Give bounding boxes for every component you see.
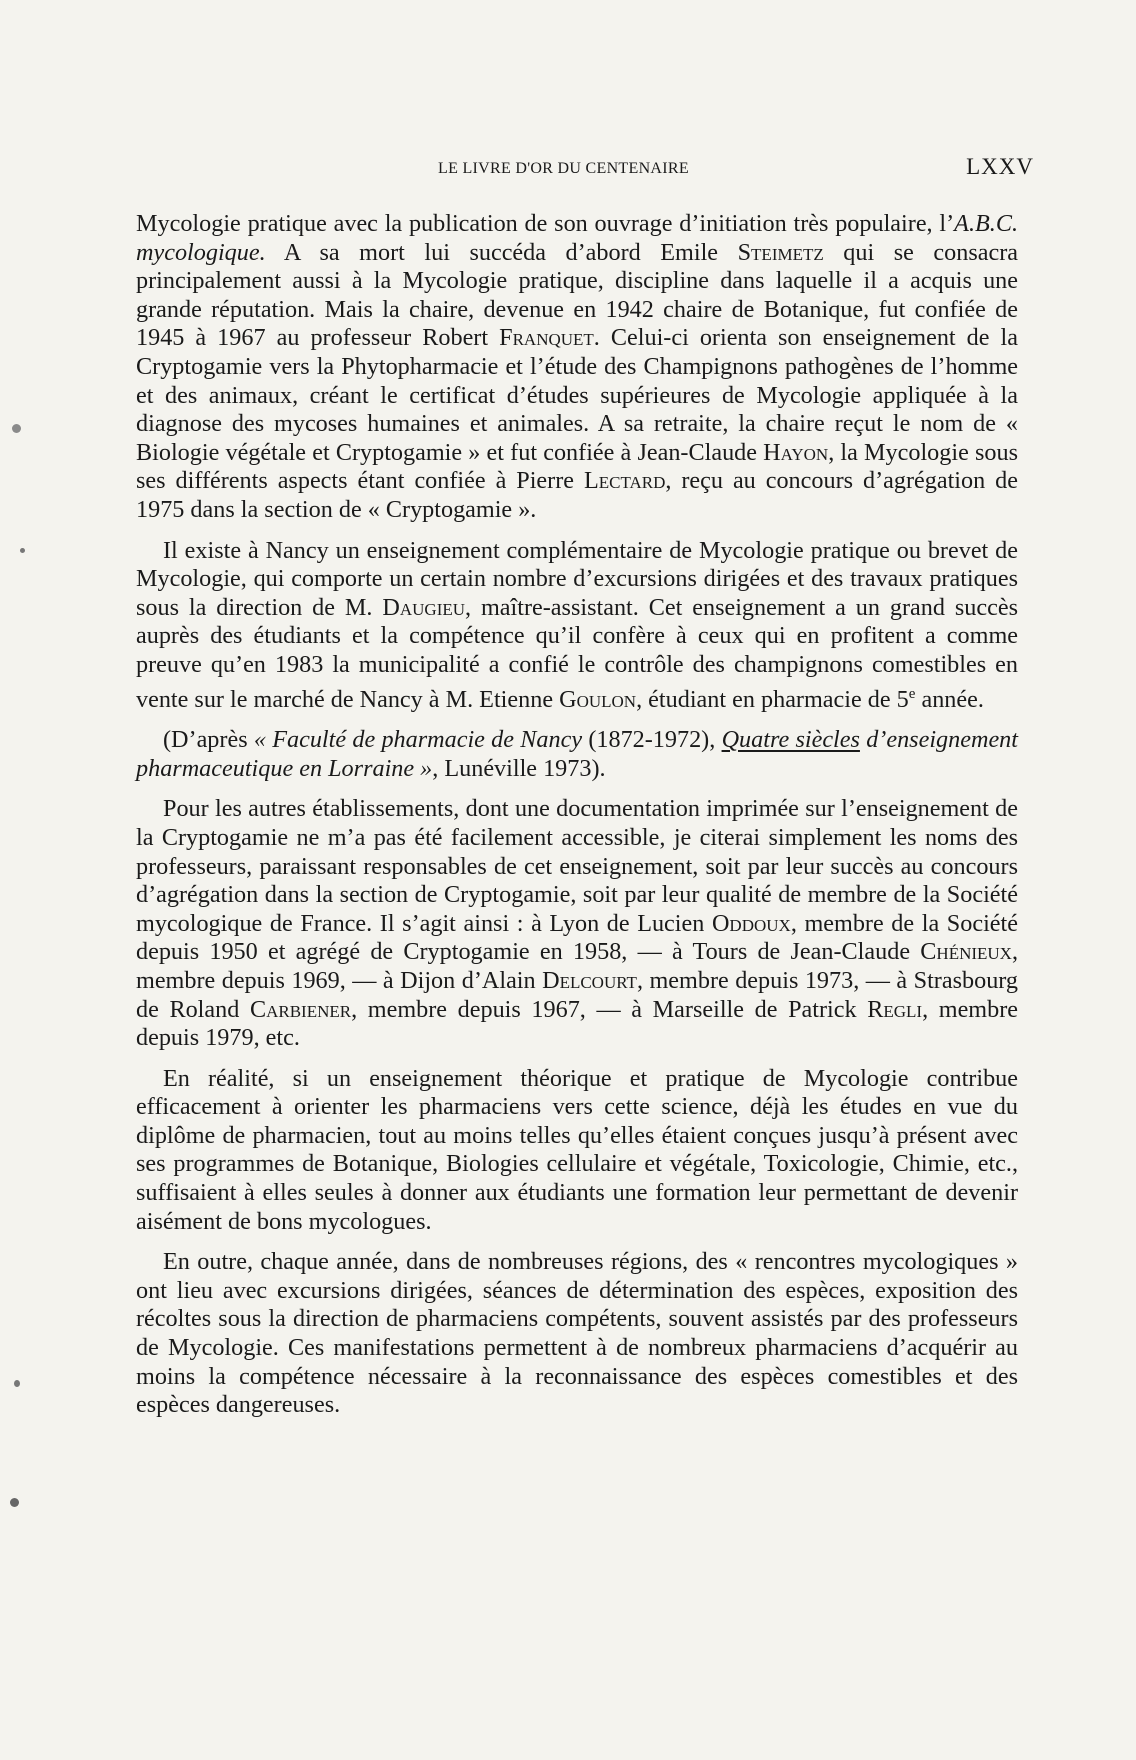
person-name: Carbiener [249, 995, 352, 1023]
text-run: Il existe à Nancy un enseignement complémentaire de Mycologie pratique ou brevet de Mycologie, qui comporte un certain nombre d’excursions dirigées et des travaux pratiques sous la direction de M. [136, 536, 1018, 621]
page-number: LXXV [966, 154, 1034, 179]
book-title: A.B.C. mycologique. [136, 210, 1018, 266]
citation-title: « Faculté de pharmacie de Nancy [253, 726, 583, 754]
text-run: année. [915, 685, 984, 713]
person-name: Steimetz [737, 238, 824, 266]
paragraph-3-citation [136, 726, 1018, 783]
scan-speck [10, 1498, 19, 1507]
text-run: . Celui-ci orienta son enseignement de la Cryptogamie vers la Phytopharmacie et l’étude des Champignons pathogènes de l’homme et des animaux, créant le certificat d’études supérieures de Mycologie appliquée à la diagnose des mycoses humaines et animales. A sa retraite, la chaire reçut le nom de « Biologie végétale et Cryptogamie » et fut confiée à Jean-Claude [136, 324, 1019, 466]
text-run: , reçu au concours d’agrégation de 1975 dans la section de « Cryptogamie ». [136, 467, 1018, 523]
paragraph-4 [136, 795, 1018, 1052]
body-text [136, 210, 1018, 1432]
person-name: Oddoux [711, 909, 791, 937]
text-run: , la Mycologie sous ses différents aspects étant confiée à Pierre [136, 438, 1018, 495]
text-run: , Lunéville 1973). [432, 754, 606, 782]
person-name: Franquet [499, 324, 594, 352]
paragraph-1 [136, 210, 1018, 525]
page-header [136, 152, 1034, 192]
person-name: Goulon [559, 685, 637, 713]
scan-speck [14, 1380, 20, 1387]
text-run: A sa mort lui succéda d’abord Emile [265, 238, 738, 266]
person-name: Daugieu [382, 593, 466, 621]
text-run: qui se consacra principalement aussi à la Mycologie pratique, discipline dans laquelle il a acquis une grande réputation. Mais la chaire, devenue en 1942 chaire de Botanique, fut confiée de 1945 à 1967 au professeur Robert [136, 238, 1018, 352]
person-name: Hayon [763, 438, 829, 466]
text-run: Pour les autres établissements, dont une documentation imprimée sur l’enseignement de la Cryptogamie ne m’a pas été facilement accessible, je citerai simplement les noms des professeurs, paraissant responsables de cet enseignement, soit par leur succès au concours d’agrégation dans la section de Cryptogamie, soit par leur qualité de membre de la Société mycologique de France. Il s’agit ainsi : à Lyon de Lucien [136, 795, 1018, 937]
paragraph-5: En réalité, si un enseignement théorique et pratique de Mycologie contribue efficacement à orienter les pharmaciens vers cette science, déjà les études en vue du diplôme de pharmacien, tout au moins telles qu’elles étaient conçues jusqu’à présent avec ses programmes de Botanique, Biologies cellulaire et végétale, Toxicologie, Chimie, etc., suffisaient à elles seules à donner aux étudiants une formation leur permettant de devenir aisément de bons mycologues. [136, 1064, 1018, 1235]
text-run: (D’après [163, 726, 254, 754]
person-name: Lectard [583, 467, 666, 495]
text-run: , maître-assistant. Cet enseignement a un grand succès auprès des étudiants et la compétence qu’il confère à ceux qui en profitent a comme preuve qu’en 1983 la municipalité a confié le contrôle des champignons comestibles en vente sur le marché de Nancy à M. Etienne [136, 593, 1018, 713]
text-run: , membre depuis 1973, — à Strasbourg de Roland [136, 966, 1019, 1023]
person-name: Delcourt [542, 966, 637, 994]
citation-title-underlined: Quatre siècles [721, 726, 860, 754]
superscript: e [908, 685, 916, 702]
citation-title: d’enseignement pharmaceutique en Lorraine » [136, 726, 1018, 782]
text-run: , membre depuis 1979, etc. [136, 995, 1018, 1052]
text-run: , membre depuis 1969, — à Dijon d’Alain [136, 938, 1018, 994]
text-run: , membre depuis 1967, — à Marseille de Patrick [351, 995, 868, 1023]
person-name: Chénieux [920, 938, 1012, 966]
text-run: Mycologie pratique avec la publication de son ouvrage d’initiation très populaire, l’ [136, 210, 955, 237]
scan-speck [20, 548, 25, 553]
paragraph-6: En outre, chaque année, dans de nombreuses régions, des « rencontres mycologiques » ont lieu avec excursions dirigées, séances de détermination des espèces, exposition des récoltes sous la direction de pharmaciens compétents, souvent assistés par des professeurs de Mycologie. Ces manifestations permettent à de nombreux pharmaciens d’acquérir au moins la compétence nécessaire à la reconnaissance des espèces comestibles et des espèces dangereuses. [136, 1248, 1018, 1419]
running-title: LE LIVRE D'OR DU CENTENAIRE [438, 160, 689, 177]
paragraph-2 [136, 537, 1018, 715]
text-run: , étudiant en pharmacie de 5 [636, 685, 909, 713]
text-run: , membre de la Société depuis 1950 et agrégé de Cryptogamie en 1958, — à Tours de Jean-Claude [136, 909, 1018, 966]
person-name: Regli [867, 995, 923, 1023]
scan-speck [12, 424, 21, 433]
text-run: (1872-1972), [582, 726, 722, 754]
